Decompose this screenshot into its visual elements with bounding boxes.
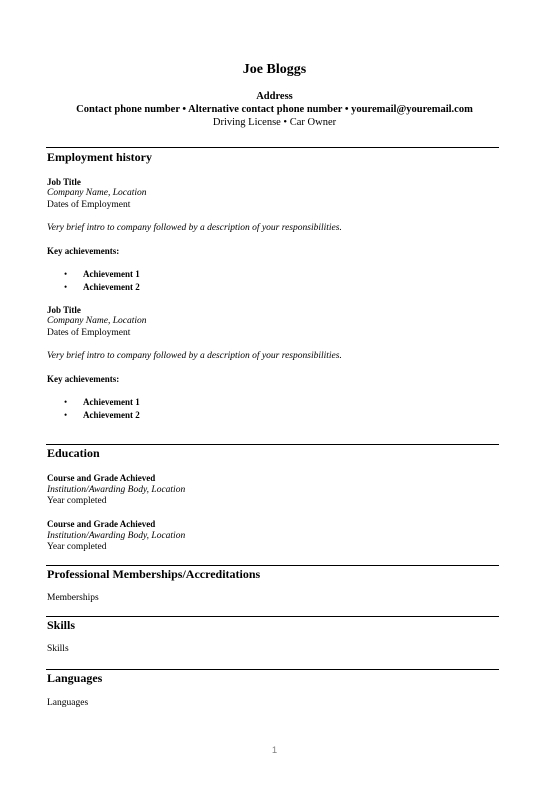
education-heading: Education	[47, 446, 100, 460]
course-title: Course and Grade Achieved	[47, 473, 156, 483]
contact-line: Contact phone number • Alternative contact phone number • youremail@youremail.com	[76, 104, 473, 115]
memberships-heading: Professional Memberships/Accreditations	[47, 567, 261, 581]
institution: Institution/Awarding Body, Location	[47, 485, 186, 495]
bullet-icon: •	[64, 269, 68, 279]
achievement-item: Achievement 2	[83, 282, 140, 292]
job-title: Job Title	[47, 305, 81, 315]
job-title: Job Title	[47, 177, 81, 187]
page-number: 1	[271, 745, 278, 756]
languages-heading: Languages	[47, 671, 103, 685]
license-line: Driving License • Car Owner	[212, 117, 337, 128]
achievement-item: Achievement 1	[83, 397, 140, 407]
key-achievements-label: Key achievements:	[47, 374, 120, 384]
year-completed: Year completed	[47, 542, 107, 552]
job-dates: Dates of Employment	[47, 328, 131, 338]
section-divider	[46, 444, 499, 445]
bullet-icon: •	[64, 397, 68, 407]
year-completed: Year completed	[47, 496, 107, 506]
employment-heading: Employment history	[47, 150, 152, 164]
institution: Institution/Awarding Body, Location	[47, 531, 186, 541]
candidate-name: Joe Bloggs	[242, 62, 307, 77]
achievement-item: Achievement 1	[83, 269, 140, 279]
job-intro: Very brief intro to company followed by a description of your responsibilities.	[47, 223, 342, 233]
section-divider	[46, 565, 499, 566]
key-achievements-label: Key achievements:	[47, 246, 120, 256]
job-dates: Dates of Employment	[47, 200, 131, 210]
bullet-icon: •	[64, 410, 68, 420]
languages-text: Languages	[47, 698, 89, 708]
bullet-icon: •	[64, 282, 68, 292]
job-intro: Very brief intro to company followed by a description of your responsibilities.	[47, 351, 342, 361]
course-title: Course and Grade Achieved	[47, 519, 156, 529]
section-divider	[46, 616, 499, 617]
section-divider	[46, 147, 499, 148]
section-divider	[46, 669, 499, 670]
skills-text: Skills	[47, 644, 69, 654]
skills-heading: Skills	[47, 618, 76, 632]
job-company: Company Name, Location	[47, 316, 147, 326]
job-company: Company Name, Location	[47, 188, 147, 198]
achievement-item: Achievement 2	[83, 410, 140, 420]
address-line: Address	[256, 91, 293, 102]
memberships-text: Memberships	[47, 593, 99, 603]
